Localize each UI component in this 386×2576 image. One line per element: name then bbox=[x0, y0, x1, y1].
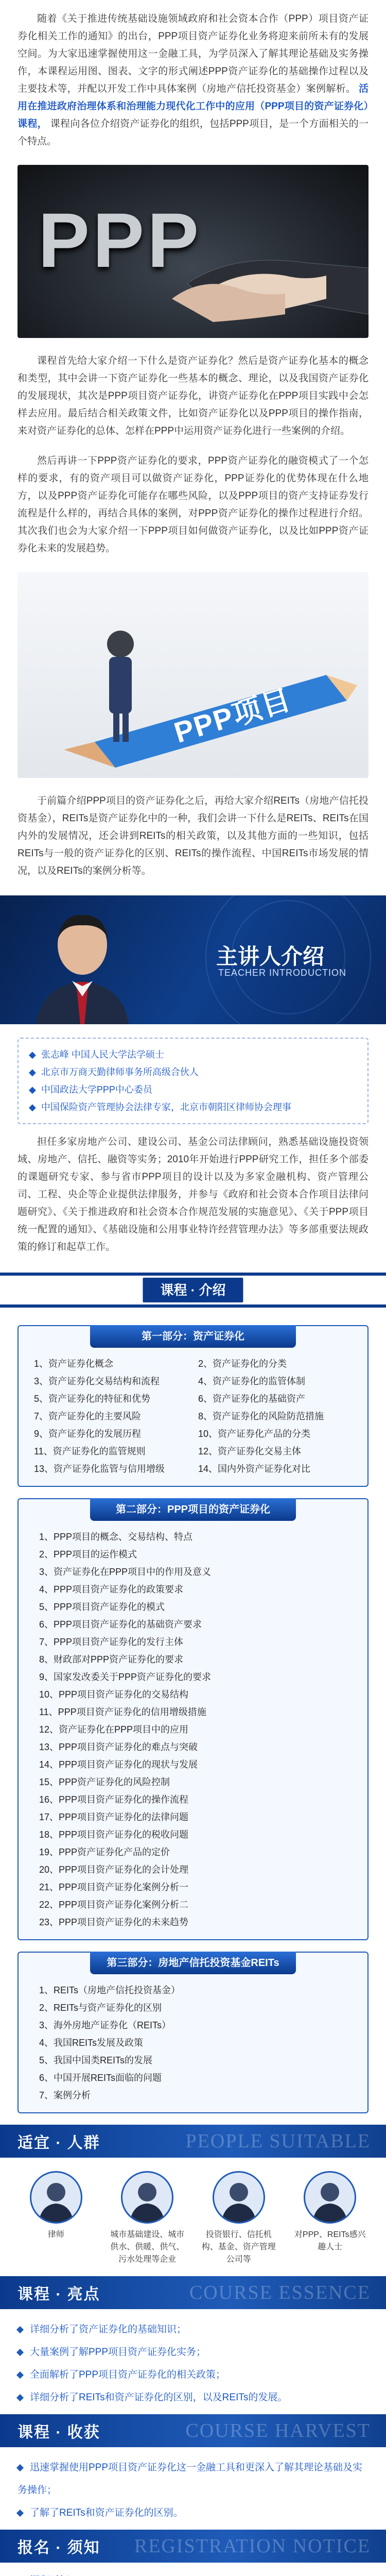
intro-text-1-tail: 课程向各位介绍资产证券化的组织，包括PPP项目，是一个方面相关的一个特点。 bbox=[17, 118, 369, 147]
harvest-subtitle: COURSE HARVEST bbox=[185, 2420, 371, 2442]
credential-item: ◆ 张志峰 中国人民大学法学硕士 bbox=[29, 1049, 164, 1060]
teacher-photo bbox=[31, 909, 134, 1024]
registration-title: 报名 · 须知 bbox=[17, 2539, 100, 2556]
person-icon bbox=[213, 2171, 265, 2224]
audience-title: 适宜 · 人群 bbox=[17, 2134, 100, 2151]
audience-label: 对PPP、REITs感兴趣人士 bbox=[294, 2230, 366, 2251]
harvest-list bbox=[0, 2447, 386, 2530]
handshake-icon bbox=[17, 165, 369, 338]
person-icon bbox=[121, 2171, 173, 2224]
registration-subtitle: REGISTRATION NOTICE bbox=[134, 2535, 371, 2557]
module-item: 19、PPP资产证券化产品的定价 bbox=[39, 1847, 170, 1857]
bullet-item: 了解了REITs和资产证券化的区别。 bbox=[17, 2502, 369, 2524]
module-item: 22、PPP项目资产证券化案例分析二 bbox=[39, 1900, 189, 1910]
intro-highlight: 活用在推进政府治理体系和治理能力现代化工作中的应用（PPP项目的资产证券化）课程， bbox=[17, 83, 369, 129]
highlights-subtitle: COURSE ESSENCE bbox=[189, 2282, 371, 2303]
ppp-project-label: PPP项目 bbox=[170, 683, 295, 749]
audience-item bbox=[109, 2171, 186, 2266]
teacher-avatar-icon bbox=[31, 909, 134, 1024]
registration-q1 bbox=[17, 2572, 369, 2576]
teacher-description: 担任多家房地产公司、建设公司、基金公司法律顾问，熟悉基础设施投资领域、房地产、信托、融资等实务；2010年开始进行PPP研究工作，担任多个部委的课题研究专家、参与省市PPP项目的设计以及为多家金融机构、资产管理公司、工程、央企等企业提供法律服务，并参与《政府和社会资本合作项目法律问题研究》、《关于推进政府和社会资本合作规范发展的实施意见》、《关于PPP项目统一配置的通知》、《基础设施和公用事业特许经营管理办法》等多部重要法规政策的修订和起草工作。 bbox=[17, 1137, 369, 1252]
module-item: 23、PPP项目资产证券化的未来趋势 bbox=[39, 1917, 189, 1927]
course-intro-header bbox=[0, 1266, 386, 1314]
module-1-title: 第一部分：资产证券化 bbox=[90, 1325, 296, 1348]
audience-subtitle: PEOPLE SUITABLE bbox=[185, 2130, 371, 2152]
bullet-icon bbox=[16, 2510, 24, 2517]
module-item: 11、资产证券化的监管规则 bbox=[34, 1446, 146, 1456]
bullet-item: 详细分析了资产证券化的基础知识； bbox=[17, 2318, 369, 2341]
module-item: 12、资产证券化在PPP项目中的应用 bbox=[39, 1724, 189, 1735]
module-2 bbox=[17, 1498, 369, 1940]
person-icon bbox=[304, 2171, 356, 2224]
audience-label: 投资银行、信托机构、基金、资产管理公司等 bbox=[201, 2230, 276, 2264]
credential-item: ◆ 北京市万商天勤律师事务所高级合伙人 bbox=[29, 1067, 199, 1077]
module-item: 17、PPP项目资产证券化的法律问题 bbox=[39, 1812, 189, 1822]
highlights-title: 课程 · 亮点 bbox=[17, 2286, 100, 2303]
audience-label: 城市基础建设、城市供水、供暖、供气、污水处理等企业 bbox=[110, 2230, 185, 2264]
module-item: 10、PPP项目资产证券化的交易结构 bbox=[39, 1689, 189, 1700]
harvest-band bbox=[0, 2414, 386, 2447]
module-item: 7、PPP项目资产证券化的发行主体 bbox=[39, 1637, 184, 1647]
module-item: 2、资产证券化的分类 bbox=[198, 1359, 287, 1369]
intro-paragraph-1 bbox=[17, 10, 369, 150]
module-item: 6、PPP项目资产证券化的基础资产要求 bbox=[39, 1619, 202, 1630]
module-item: 2、PPP项目的运作模式 bbox=[39, 1549, 137, 1560]
bullet-item: 迅速掌握使用PPP项目资产证券化这一金融工具和更深入了解其理论基础及实务操作； bbox=[17, 2456, 369, 2502]
module-item: 15、PPP资产证券化的风险控制 bbox=[39, 1777, 170, 1787]
teacher-banner-title: 主讲人介绍 bbox=[216, 944, 325, 969]
registration-info bbox=[0, 2563, 386, 2576]
audience-item bbox=[291, 2171, 369, 2266]
credential-item: ◆ 中国保险资产管理协会法律专家，北京市朝阳区律师协会理事 bbox=[29, 1102, 291, 1112]
audience-item bbox=[200, 2171, 277, 2266]
module-item: 5、PPP项目资产证券化的模式 bbox=[39, 1602, 165, 1612]
bullet-icon bbox=[16, 2464, 24, 2471]
ppp-3d-text: PPP bbox=[38, 197, 202, 283]
module-item: 3、资产证券化交易结构和流程 bbox=[34, 1376, 160, 1386]
module-3-items bbox=[19, 1974, 367, 2107]
bullet-icon bbox=[16, 2394, 24, 2401]
module-item: 9、资产证券化的发展历程 bbox=[34, 1429, 142, 1439]
module-item: 4、资产证券化的监管体制 bbox=[198, 1376, 306, 1386]
module-item: 8、资产证券化的风险防范措施 bbox=[198, 1411, 324, 1421]
teacher-banner-subtitle: TEACHER INTRODUCTION bbox=[218, 968, 346, 978]
module-item: 5、资产证券化的特征和优势 bbox=[34, 1394, 151, 1404]
highlights-list bbox=[0, 2309, 386, 2414]
credential-item: ◆ 中国政法大学PPP中心委员 bbox=[29, 1084, 152, 1095]
module-2-title: 第二部分：PPP项目的资产证券化 bbox=[90, 1498, 296, 1521]
highlights-band bbox=[0, 2276, 386, 2309]
module-item: 7、资产证券化的主要风险 bbox=[34, 1411, 142, 1421]
teacher-banner bbox=[0, 895, 386, 1024]
ppp-project-image bbox=[17, 572, 369, 778]
module-3 bbox=[17, 1952, 369, 2113]
audience-band bbox=[0, 2125, 386, 2158]
intro-section bbox=[0, 0, 386, 150]
module-item: 11、PPP项目资产证券化的信用增级措施 bbox=[39, 1707, 206, 1717]
intro-paragraph-4: 于前篇介绍PPP项目的资产证券化之后，再给大家介绍REITs（房地产信托投资基金），REITs是资产证券化中的一种，我们会讲一下什么是REITs、REITs在国内外的发展情况，还会讲到REITs的相关政策，以及其他方面的一些知识，包括REITs与一般的资产证券化的区别、REITs的操作流程、中国REITs市场发展的情况，以及REITs的案例分析等。 bbox=[17, 795, 369, 876]
module-item: 4、PPP项目资产证券化的政策要求 bbox=[39, 1584, 184, 1595]
module-item: 21、PPP项目资产证券化案例分析一 bbox=[39, 1882, 189, 1892]
registration-band bbox=[0, 2530, 386, 2563]
module-item: 6、中国开展REITs面临的问题 bbox=[39, 2073, 162, 2083]
module-item: 13、资产证券化监管与信用增级 bbox=[34, 1464, 165, 1474]
module-item: 14、PPP项目资产证券化的现状与发展 bbox=[39, 1759, 198, 1770]
module-item: 16、PPP项目资产证券化的操作流程 bbox=[39, 1794, 189, 1805]
module-1-items bbox=[19, 1348, 367, 1481]
module-item: 12、资产证券化交易主体 bbox=[198, 1446, 302, 1456]
course-intro-title: 课程 · 介绍 bbox=[143, 1278, 243, 1302]
audience-label: 律师 bbox=[47, 2230, 64, 2239]
bullet-item: 大量案例了解PPP项目资产证券化实务； bbox=[17, 2341, 369, 2364]
module-item: 14、国内外资产证券化对比 bbox=[198, 1464, 311, 1474]
audience-item bbox=[17, 2171, 95, 2266]
module-2-items bbox=[19, 1521, 367, 1934]
intro-text-1: 随着《关于推进传统基础设施领域政府和社会资本合作（PPP）项目资产证券化相关工作的通知》的出台，PPP项目资产证券化业务将迎来前所未有的发展空间。为大家迅速掌握使用这一金融工具，为学员深入了解其理论基础及实务操作，本课程运用图、图表、文字的形式阐述PPP资产证券化的基础操作过程以及主要技术等，并配以开发工作中具体案例（房地产信托投资基金）案例解析。 bbox=[17, 13, 369, 94]
module-1 bbox=[17, 1325, 369, 1487]
module-item: 20、PPP项目资产证券化的会计处理 bbox=[39, 1865, 189, 1875]
module-item: 13、PPP项目资产证券化的难点与突破 bbox=[39, 1742, 198, 1752]
bullet-item: 详细分析了REITs和资产证券化的区别，以及REITs的发展。 bbox=[17, 2386, 369, 2409]
module-item: 1、REITs（房地产信托投资基金） bbox=[39, 1985, 181, 1995]
module-item: 8、财政部对PPP资产证券化的要求 bbox=[39, 1654, 184, 1665]
module-item: 2、REITs与资产证券化的区别 bbox=[39, 2003, 162, 2013]
module-item: 4、我国REITs发展及政策 bbox=[39, 2038, 144, 2048]
module-item: 1、PPP项目的概念、交易结构、特点 bbox=[39, 1532, 193, 1542]
person-icon bbox=[30, 2171, 82, 2224]
teacher-credentials bbox=[17, 1038, 369, 1124]
audience-list bbox=[0, 2158, 386, 2271]
module-item: 10、资产证券化产品的分类 bbox=[198, 1429, 311, 1439]
module-item: 18、PPP项目资产证券化的税收问题 bbox=[39, 1829, 189, 1840]
module-item: 6、资产证券化的基础资产 bbox=[198, 1394, 306, 1404]
intro-paragraph-3: 然后再讲一下PPP资产证券化的要求，PPP资产证券化的融资模式了一个怎样的要求，有的资产项目可以做资产证券化，PPP证券化的优势体现在什么地方，以及PPP资产证券化可能存在哪些风险，以及PPP项目的资产支持证券发行流程是什么样的，再结合具体的案例，对PPP资产证券化的操作过程进行介绍。其次我们也会为大家介绍一下PPP项目如何做资产证券化，以及比如PPP资产证券化未来的发展趋势。 bbox=[17, 455, 369, 554]
module-item: 3、海外房地产证券化（REITs） bbox=[39, 2020, 171, 2030]
module-item: 5、我国中国类REITs的发展 bbox=[39, 2055, 153, 2065]
intro-paragraph-2: 课程首先给大家介绍一下什么是资产证券化？然后是资产证券化基本的概念和类型，其中会讲一下资产证券化一些基本的概念、理论，以及我国资产证券化的发展现状，其次是PPP项目资产证券化，讲资产证券化在PPP项目实践中会怎样去应用。最后结合相关政策文件，比如资产证券化以及PPP项目的操作指南，来对资产证券化的总体、怎样在PPP中运用资产证券化进行一些案例的介绍。 bbox=[17, 355, 369, 436]
bullet-icon bbox=[16, 2371, 24, 2379]
module-item: 3、资产证券化在PPP项目中的作用及意义 bbox=[39, 1567, 212, 1577]
module-item: 7、案例分析 bbox=[39, 2090, 91, 2100]
module-item: 9、国家发改委关于PPP资产证券化的要求 bbox=[39, 1672, 212, 1682]
bullet-item: 全面解析了PPP项目资产证券化的相关政策； bbox=[17, 2364, 369, 2386]
harvest-title: 课程 · 收获 bbox=[17, 2424, 100, 2441]
bullet-icon bbox=[16, 2326, 24, 2333]
module-3-title: 第三部分：房地产信托投资基金REITs bbox=[90, 1952, 296, 1974]
module-item: 1、资产证券化概念 bbox=[34, 1359, 114, 1369]
bullet-icon bbox=[16, 2349, 24, 2356]
ppp-handshake-image bbox=[17, 165, 369, 338]
